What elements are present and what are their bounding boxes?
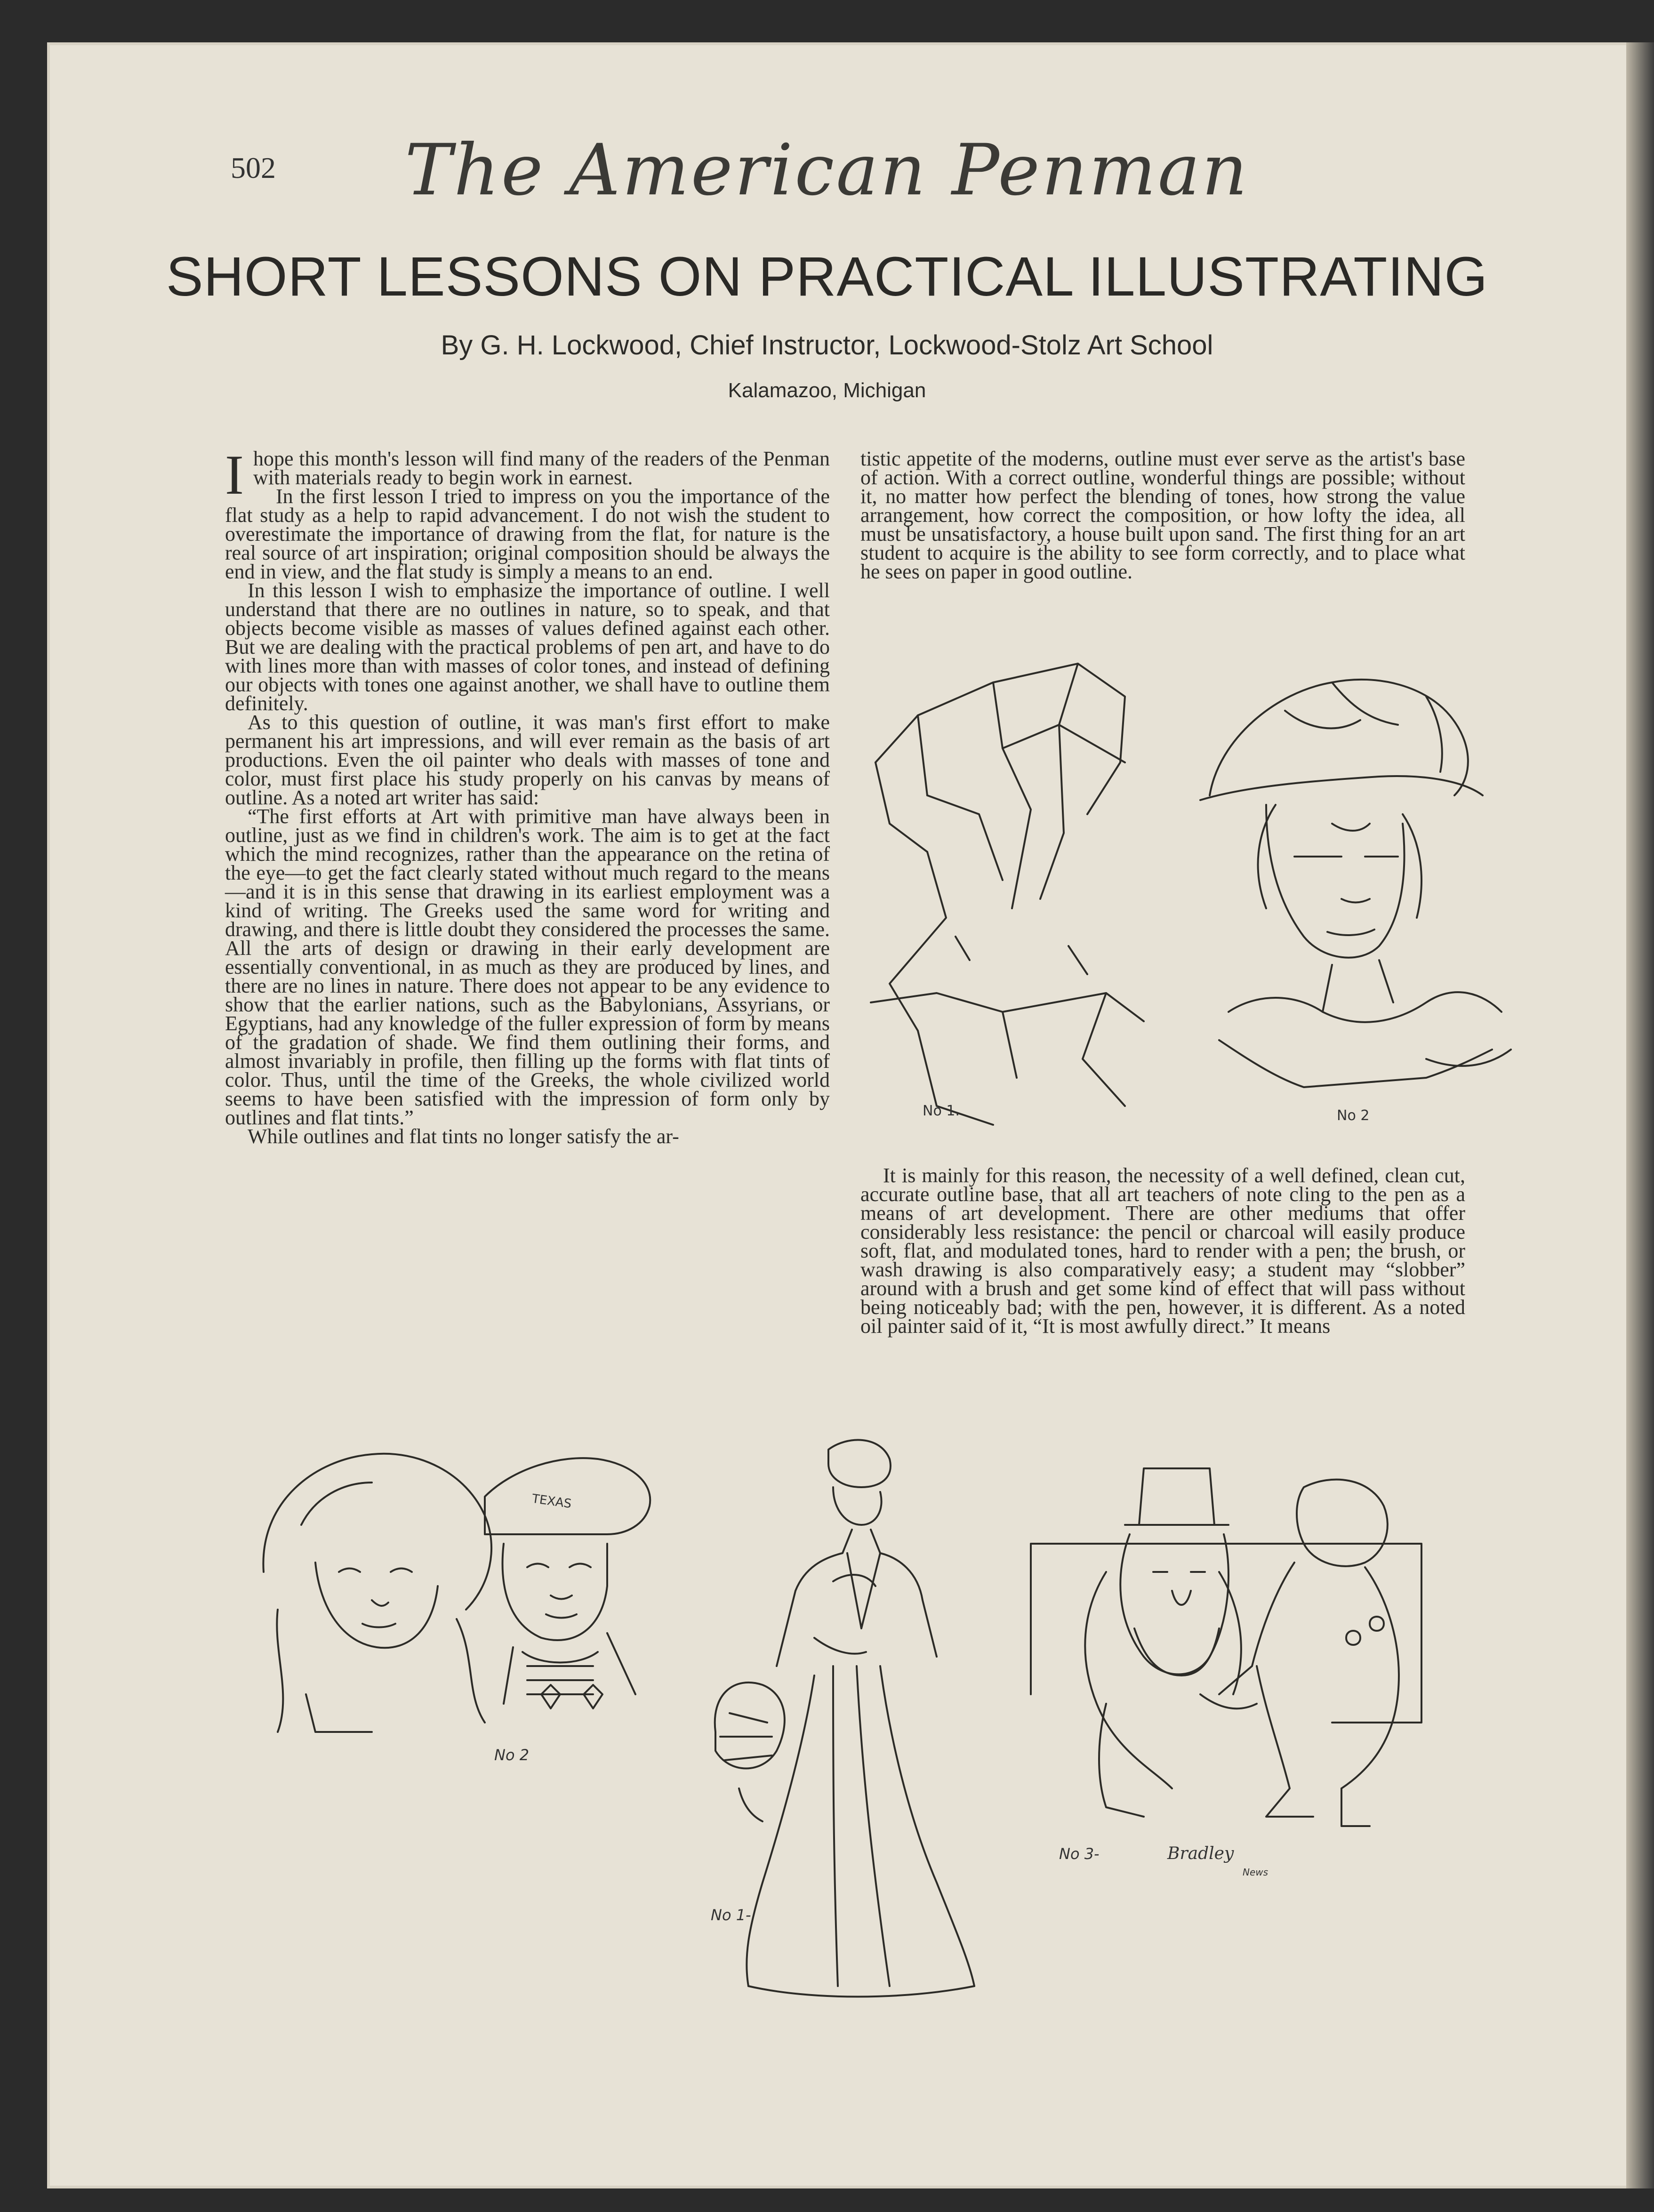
paragraph: I hope this month's lesson will find many of the readers of the Penman with materials ready to begin work in earnest. — [225, 443, 830, 506]
figure-label-top-no1: No 1. — [923, 1103, 960, 1119]
text-column-right-top — [860, 449, 1465, 581]
page-edge — [1626, 42, 1654, 2188]
figure-outline-studies — [861, 654, 1530, 1153]
paragraph: tistic appetite of the moderns, outline must ever serve as the artist's base of action. With a correct outline, wonderful things are possible; without it, no matter how perfect the blending of tones, how strong the value arrangement, how correct the composition, or how lofty the idea, all must be unsatisfactory, a house built upon sand. The first thing for an art student to acquire is the ability to see form correctly, and to place what he sees on paper in good outline. — [860, 447, 1465, 583]
outline-sketch-illustration — [861, 654, 1530, 1153]
paragraph: It is mainly for this reason, the necessity of a well defined, clean cut, accurate outline base, that all art teachers of note cling to the pen as a means of art development. There are other mediums that offer considerably less resistance: the pencil or charcoal will easily produce soft, flat, and modulated tones, hard to render with a pen; the brush, or wash drawing is also comparatively easy; a student may “slobber” around with a brush and get some kind of effect that will pass without being noticeably bad; with the pen, however, it is different. As a noted oil painter said of it, “It is most awfully direct.” It means — [860, 1164, 1465, 1338]
paragraph: “The first efforts at Art with primitive man have always been in outline, just as we find in children's work. The aim is to get at the fact which the mind recognizes, rather than the appearance on the retina of the eye—to get the fact clearly stated without much regard to the means—and it is in this sense that drawing in its earliest employment was a kind of writing. The Greeks used the same word for writing and drawing, and there is little doubt they considered the processes the same. All the arts of design or drawing in their early development are essentially conventional, in as much as they are produced by lines, and there are no lines in nature. There does not appear to be any evidence to show that the earlier nations, such as the Babylonians, Assyrians, or Egyptians, had any knowledge of the fuller expression of form by means of the gradation of shade. We find them outlining their forms, and almost invariably in profile, then filling up the forms with flat tints of color. Thus, until the time of the Greeks, the whole civilized world seems to have been satisfied with the impression of form only by outlines and flat tints.” — [225, 805, 830, 1129]
paragraph: As to this question of outline, it was man's first effort to make permanent his art impressions, and will ever remain as the basis of art productions. Even the oil painter who deals with masses of tone and color, must first place his study properly on his canvas by means of outline. As a noted art writer has said: — [225, 711, 830, 809]
illustration-examples-svg — [221, 1431, 1492, 2014]
signature-news: News — [1243, 1867, 1269, 1878]
paragraph: In this lesson I wish to emphasize the importance of outline. I well understand that there are no outlines in nature, so to speak, and that objects become visible as masses of values defined against each other. But we are dealing with the practical problems of pen art, and have to do with lines more than with masses of color tones, and instead of defining our objects with tones one against another, we shall have to outline them definitely. — [225, 579, 830, 715]
figure-label-bottom-no2: No 2 — [494, 1746, 530, 1764]
children-portraits-sketch — [263, 1454, 650, 1732]
construction-sketch-no1 — [871, 664, 1144, 1125]
caricature-two-men-sketch — [1031, 1468, 1421, 1826]
drop-cap: I — [225, 443, 244, 506]
figure-label-top-no2: No 2 — [1337, 1107, 1370, 1124]
figure-label-bottom-no3: No 3- — [1059, 1845, 1100, 1863]
signature-bradley: Bradley — [1167, 1844, 1234, 1863]
article-location: Kalamazoo, Michigan — [728, 379, 926, 402]
article-byline: By G. H. Lockwood, Chief Instructor, Lockwood-Stolz Art School — [441, 330, 1213, 361]
masthead — [0, 129, 1654, 211]
paragraph: While outlines and flat tints no longer satisfy the ar- — [248, 1125, 679, 1148]
text-column-left — [225, 443, 830, 1148]
figure-illustration-examples — [221, 1431, 1492, 2014]
hat-text: TEXAS — [531, 1491, 573, 1512]
article-title: SHORT LESSONS ON PRACTICAL ILLUSTRATING — [166, 246, 1488, 308]
woman-with-hat-sketch-no2 — [1200, 680, 1511, 1087]
woman-with-basket-sketch — [715, 1440, 974, 1997]
masthead-text: The American Penman — [405, 129, 1249, 211]
paragraph: In the first lesson I tried to impress on you the importance of the flat study as a help to rapid advancement. I do not wish the student to overestimate the importance of drawing from the flat, for nature is the real source of art inspiration; original composition should be always the end in view, and the flat study is simply a means to an end. — [225, 485, 830, 583]
text-column-right-bottom — [860, 1166, 1465, 1336]
page-number: 502 — [231, 151, 276, 184]
figure-label-bottom-no1: No 1- — [711, 1906, 751, 1924]
